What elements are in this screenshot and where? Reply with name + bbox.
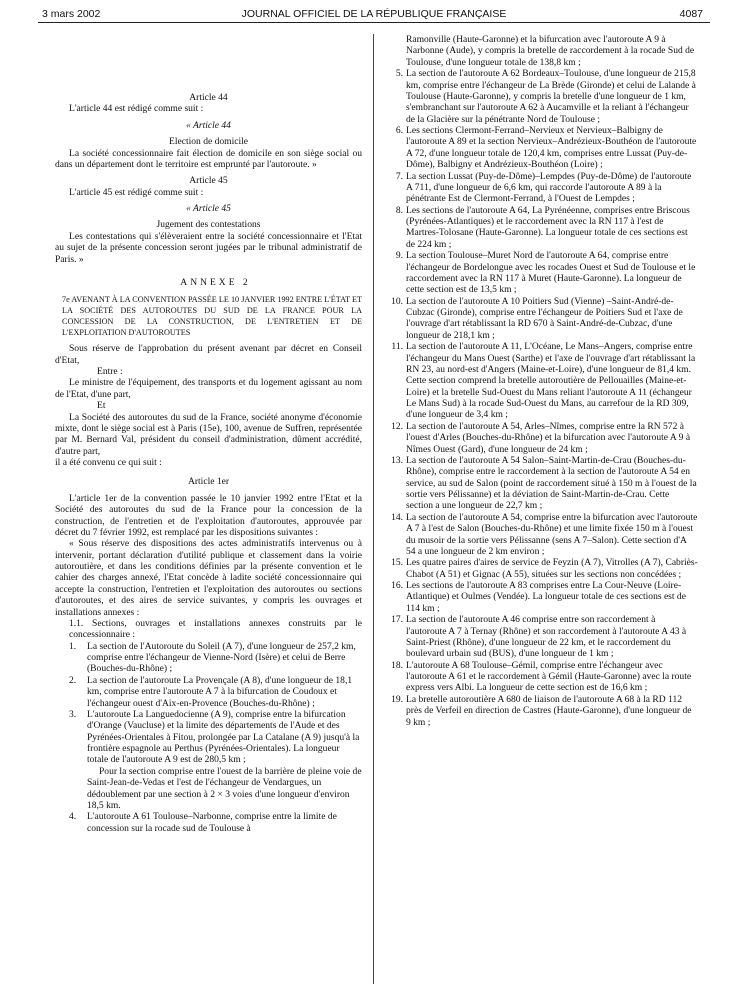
- article-1-title: Article 1er: [187, 476, 230, 488]
- ministre-paragraph: Le ministre de l'équipement, des transports et du logement agissant au nom de l'Etat, d'une part,: [55, 377, 362, 400]
- list-item: 14. La section de l'autoroute A 54, comprise entre la bifurcation avec l'autoroute A 7 à l'est de Salon (Bouches-du-Rhône) et une limite fixée 150 m à l'ouest du musoir de la sortie vers Pélissanne (sens A 7–Salon). Cette section d'A 54 a une longueur de 2 km environ ;: [391, 511, 698, 557]
- list-item: 2. La section de l'autoroute La Provençale (A 8), d'une longueur de 18,1 km, comprise entre l'autoroute A 7 à la bifurcation de Coudoux et l'échangeur ouest d'Aix-en-Provence (Bouches-du-Rhône) ;: [69, 674, 353, 709]
- header-page-number: 4087: [679, 8, 703, 20]
- article-45-text: Les contestations qui s'élèveraient entre la société concessionnaire et l'Etat au sujet de la présente concession seront jugées par le tribunal administratif de Paris. »: [55, 230, 362, 265]
- societe-paragraph: La Société des autoroutes du sud de la France, société anonyme d'économie mixte, dont le siège social est à Paris (15e), 100, avenue de Suffren, représentée par M. Bernard Val, président du conseil d'administration, dûment accrédité, d'autre part,: [55, 411, 362, 457]
- list-item: 13. La section de l'autoroute A 54 Salon–Saint-Martin-de-Crau (Bouches-du-Rhône), comprise entre le raccordement à la section de l'autoroute A 54 en service, au sud de Salon (point de raccordement situé à 150 m à l'ouest de la sortie vers Pélissanne) et la déviation de Saint-Martin-de-Crau. Cette section a une longueur de 22,7 km ;: [391, 454, 697, 512]
- header-date: 3 mars 2002: [42, 8, 101, 20]
- list-item: 16. Les sections de l'autoroute A 83 comprises entre La Cour-Neuve (Loire-Atlantique) et Oulmes (Vendée). La longueur totale de ces sections est de 114 km ;: [391, 580, 686, 614]
- list-item: 17. La section de l'autoroute A 46 comprise entre son raccordement à l'autoroute A 7 à Ternay (Rhône) et son raccordement à l'autoroute A 43 à Saint-Priest (Rhône), d'une longueur de 22 km, et le raccordement du boulevard urbain sud (BUS), d'une longueur de 1 km ;: [391, 614, 687, 660]
- list-item: Pour la section comprise entre l'ouest de la barrière de pleine voie de Saint-Jean-de-Vedas et l'est de l'échangeur de Vendargues, un dédoublement par une section à 2 × 3 voies d'une longueur d'environ 18,5 km.: [87, 765, 362, 811]
- list-item: 3. L'autoroute La Languedocienne (A 9), comprise entre la bifurcation d'Orange (Vaucluse) et la limite des départements de l'Aude et des Pyrénées-Orientales à Fitou, prolongée par La Catalane (A 9) jusqu'à la frontière espagnole au Perthus (Pyrénées-Orientales). La longueur totale de l'autoroute A 9 est de 280,5 km ;: [69, 708, 360, 766]
- list-item: 10. La section de l'autoroute A 10 Poitiers Sud (Vienne) –Saint-André-de-Cubzac (Gironde), comprise entre l'échangeur de Poitiers Sud et l'axe de l'ouvrage d'art rétablissant la RD 670 à Saint-André-de-Cubzac, d'une longueur de 218,1 km ;: [391, 295, 683, 341]
- list-item: Ramonville (Haute-Garonne) et la bifurcation avec l'autoroute A 9 à Narbonne (Aude), y compris la bretelle de raccordement à la rocade Sud de Toulouse, d'une longueur totale de 138,8 km ;: [406, 34, 695, 68]
- article-45-title: Article 45: [189, 175, 228, 187]
- list-item: 15. Les quatre paires d'aires de service de Feyzin (A 7), Vitrolles (A 7), Cabriès-Chabot (A 51) et Gignac (A 55), situées sur les sections non concédées ;: [391, 557, 698, 580]
- article-44-intro: L'article 44 est rédigé comme suit :: [69, 103, 204, 115]
- article-1-text: L'article 1er de la convention passée le 10 janvier 1992 entre l'Etat et la Société des autoroutes du sud de la France pour la concession de la construction, de l'entretien et de l'exploitation d'autoroutes, approuvée par décret du 7 février 1992, est remplacé par les dispositions suivantes :: [55, 492, 362, 538]
- column-divider: [373, 34, 374, 984]
- list-item: 1. La section de l'Autoroute du Soleil (A 7), d'une longueur de 257,2 km, comprise entre l'échangeur de Vienne-Nord (Isère) et celui de Berre (Bouches-du-Rhône) ;: [69, 640, 356, 675]
- entre-line: Entre :: [97, 366, 123, 377]
- header-rule: [38, 22, 710, 23]
- page-header: [0, 0, 748, 28]
- annexe-heading: ANNEXE 2: [180, 276, 251, 288]
- left-column: [55, 92, 362, 834]
- list-item: 11. La section de l'autoroute A 11, L'Océane, Le Mans–Angers, comprise entre l'échangeur du Mans Ouest (Sarthe) et l'axe de l'ouvrage d'art rétablissant la RN 23, au nord-est d'Angers (Maine-et-Loire), d'une longueur de 81,4 km. Cette section comprend la bretelle autoroutière de Pellouailles (Maine-et-Loire) et la bretelle Sud-Ouest du Mans reliant l'autoroute A 11 (échangeur Le Mans Sud) à la rocade Sud-Ouest du Mans, au carrefour de la RD 309, d'une longueur de 3,4 km ;: [391, 341, 696, 421]
- list-item: 7. La section Lussat (Puy-de-Dôme)–Lempdes (Puy-de-Dôme) de l'autoroute A 711, d'une longueur de 6,6 km, qui raccorde l'autoroute A 89 à la pénétrante Est de Clermont-Ferrand, à l'Ouest de Lempdes ;: [395, 170, 692, 205]
- article-45-quote-title: « Article 45: [186, 203, 231, 214]
- article-44-title: Article 44: [189, 92, 228, 103]
- list-item: 19. La bretelle autoroutière A 680 de liaison de l'autoroute A 68 à la RD 112 près de Verfeil en direction de Castres (Haute-Garonne), d'une longueur de 9 km ;: [391, 693, 692, 728]
- article-44-heading: Election de domicile: [169, 136, 248, 148]
- article-44-quote-title: « Article 44: [186, 119, 231, 131]
- et-line: Et: [97, 400, 106, 412]
- header-journal-title: JOURNAL OFFICIEL DE LA RÉPUBLIQUE FRANÇAISE: [241, 8, 507, 20]
- list-item: 9. La section Toulouse–Muret Nord de l'autoroute A 64, comprise entre l'échangeur de Bordelongue avec les rocades Ouest et Sud de Toulouse et le raccordement avec la RN 117 à Muret (Haute-Garonne). La longueur de cette section est de 13,5 km ;: [395, 250, 696, 296]
- avenant-heading: 7e AVENANT À LA CONVENTION PASSÉE LE 10 JANVIER 1992 ENTRE L'ÉTAT ET LA SOCIÉTÉ DES AUTOROUTES DU SUD DE LA FRANCE POUR LA CONCESSION DE LA CONSTRUCTION, DE L'ENTRETIEN ET DE L'EXPLOITATION D'AUTOROUTES: [62, 295, 362, 338]
- article-45-heading: Jugement des contestations: [156, 219, 261, 231]
- item-1-1: 1.1. Sections, ouvrages et installations annexes construits par le concessionnaire :: [69, 617, 362, 641]
- article-44-text: La société concessionnaire fait élection de domicile en son siège social ou dans un département dont le territoire est emprunté par l'autoroute. »: [55, 147, 362, 170]
- right-column: [391, 34, 698, 728]
- list-item: 8. Les sections de l'autoroute A 64, La Pyrénéenne, comprises entre Briscous (Pyrénées-Atlantiques) et le raccordement avec la RN 117 à l'est de Martres-Tolosane (Haute-Garonne). La longueur totale de ces sections est de 224 km ;: [395, 204, 690, 250]
- article-1-quote: « Sous réserve des dispositions des actes administratifs intervenus ou à intervenir, portant déclaration d'utilité publique et classement dans la voirie autoroutière, et dans les conditions définies par la présente convention et le cahier des charges annexé, l'Etat concède à ladite société concessionnaire qui accepte la construction, l'entretien et l'exploitation des autoroutes ou sections d'autoroutes, et des aires de service suivantes, y compris les ouvrages et installations annexes :: [55, 538, 362, 618]
- list-item: 4. L'autoroute A 61 Toulouse–Narbonne, comprise entre la limite de concession sur la rocade sud de Toulouse à: [69, 811, 337, 834]
- list-item: 6. Les sections Clermont-Ferrand–Nervieux et Nervieux–Balbigny de l'autoroute A 89 et la section Nervieux–Andrézieux-Bouthéon de l'autoroute A 72, d'une longueur totale de 120,4 km, comprises entre Lussat (Puy-de-Dôme), Balbigny et Andrézieux-Bouthéon (Loire) ;: [395, 125, 697, 171]
- reserve-paragraph: Sous réserve de l'approbation du présent avenant par décret en Conseil d'Etat,: [55, 343, 362, 366]
- convenu-line: il a été convenu ce qui suit :: [55, 457, 162, 468]
- list-item: 12. La section de l'autoroute A 54, Arles–Nîmes, comprise entre la RN 572 à l'ouest d'Arles (Bouches-du-Rhône) et la bifurcation avec l'autoroute A 9 à Nîmes Ouest (Gard), d'une longueur de 24 km ;: [391, 420, 691, 455]
- list-item: 18. L'autoroute A 68 Toulouse–Gémil, comprise entre l'échangeur avec l'autoroute A 61 et le raccordement à Gémil (Haute-Garonne) avec la route express vers Albi. La longueur de cette section est de 16,6 km ;: [391, 659, 692, 694]
- article-45-intro: L'article 45 est rédigé comme suit :: [69, 186, 204, 198]
- list-item: 5. La section de l'autoroute A 62 Bordeaux–Toulouse, d'une longueur de 215,8 km, comprise entre l'échangeur de La Brède (Gironde) et celui de Lalande à Toulouse (Haute-Garonne), y compris la bretelle d'une longueur de 1 km, s'embranchant sur l'autoroute A 62 à Aucamville et la reliant à l'échangeur de la Glacière sur la pénétrante Nord de Toulouse ;: [395, 68, 696, 125]
